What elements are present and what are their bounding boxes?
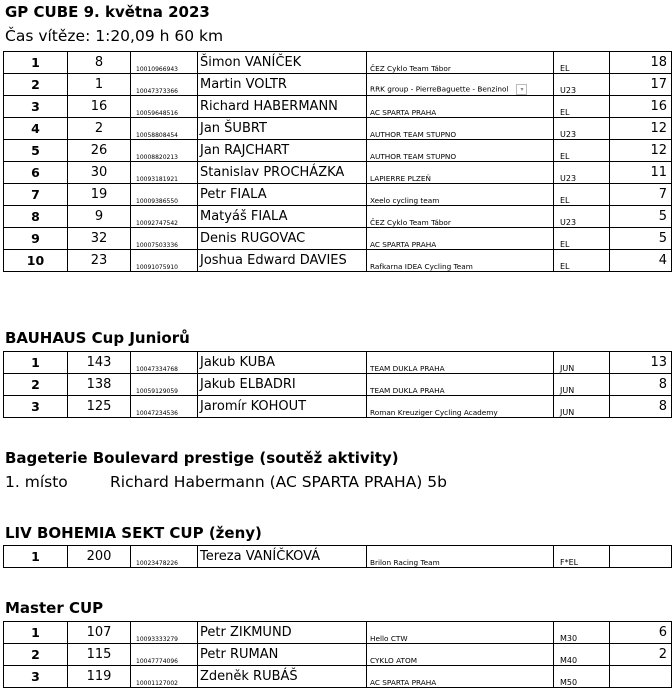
result-position-text: 3	[31, 99, 40, 114]
license-id-text: 10047234536	[136, 410, 178, 417]
bib-number-text: 19	[90, 187, 108, 202]
result-position-text: 1	[31, 355, 40, 370]
points	[610, 184, 672, 206]
table-row	[4, 140, 672, 162]
category	[554, 546, 610, 568]
license-id-text: 10023478226	[136, 560, 178, 567]
points	[610, 206, 672, 228]
result-position-text: 3	[31, 669, 40, 684]
result-position	[4, 666, 68, 688]
team-name	[367, 228, 554, 250]
table-row	[4, 374, 672, 396]
result-position-text: 1	[31, 549, 40, 564]
bib-number	[68, 228, 131, 250]
bib-number-text: 30	[90, 165, 108, 180]
category-text: U23	[560, 130, 577, 139]
team-name-text: Brilon Racing Team	[370, 558, 440, 567]
team-name	[367, 546, 554, 568]
team-name	[367, 396, 554, 418]
license-id	[131, 162, 198, 184]
points	[610, 546, 672, 568]
points-text: 8	[658, 399, 667, 414]
rider-name-text: Petr ZIKMUND	[200, 625, 292, 640]
rider-name-text: Denis RUGOVAC	[200, 231, 306, 246]
license-id-text: 10010966943	[136, 66, 178, 73]
rider-name	[198, 396, 367, 418]
result-position-text: 2	[31, 77, 40, 92]
category	[554, 118, 610, 140]
category-text: M30	[560, 634, 578, 643]
team-name	[367, 118, 554, 140]
women-title: LIV BOHEMIA SEKT CUP (ženy)	[5, 524, 262, 542]
results-table-women	[3, 545, 672, 568]
category	[554, 352, 610, 374]
category	[554, 228, 610, 250]
license-id-text: 10047373366	[136, 88, 178, 95]
result-position-text: 3	[31, 399, 40, 414]
points	[610, 96, 672, 118]
license-id-text: 10008820213	[136, 154, 178, 161]
result-position-text: 10	[26, 253, 45, 268]
category	[554, 52, 610, 74]
points-text: 11	[650, 165, 667, 180]
points-text: 16	[650, 99, 667, 114]
team-name	[367, 96, 554, 118]
rider-name-text: Richard HABERMANN	[200, 99, 338, 114]
rider-name	[198, 206, 367, 228]
category-text: U23	[560, 174, 577, 183]
team-name	[367, 206, 554, 228]
points	[610, 396, 672, 418]
team-name-text: AC SPARTA PRAHA	[370, 108, 437, 117]
prestige-place: 1. místo	[5, 473, 68, 491]
rider-name	[198, 162, 367, 184]
team-name	[367, 644, 554, 666]
result-position	[4, 352, 68, 374]
team-name	[367, 666, 554, 688]
rider-name	[198, 96, 367, 118]
category-text: EL	[560, 240, 570, 249]
category	[554, 644, 610, 666]
rider-name-text: Martin VOLTR	[200, 77, 287, 92]
team-name-text: AC SPARTA PRAHA	[370, 678, 437, 687]
license-id	[131, 52, 198, 74]
team-name-text: Rafkarna IDEA Cycling Team	[370, 262, 473, 271]
license-id-text: 10058808454	[136, 132, 178, 139]
category-text: EL	[560, 108, 570, 117]
license-id-text: 10047334768	[136, 366, 178, 373]
rider-name-text: Jan RAJCHART	[200, 143, 290, 158]
rider-name	[198, 184, 367, 206]
rider-name	[198, 250, 367, 272]
table-row	[4, 52, 672, 74]
category-text: M40	[560, 656, 578, 665]
rider-name-text: Šimon VANÍČEK	[200, 55, 302, 70]
rider-name-text: Jan ŠUBRT	[200, 121, 267, 136]
result-position-text: 4	[31, 121, 40, 136]
result-position	[4, 396, 68, 418]
table-row	[4, 184, 672, 206]
license-id-text: 10093333279	[136, 636, 178, 643]
result-position	[4, 74, 68, 96]
team-name-text: AUTHOR TEAM STUPNO	[370, 130, 457, 139]
category	[554, 184, 610, 206]
bib-number	[68, 74, 131, 96]
table-row	[4, 118, 672, 140]
category-text: M50	[560, 678, 578, 687]
table-row	[4, 228, 672, 250]
table-row	[4, 162, 672, 184]
bib-number	[68, 250, 131, 272]
category	[554, 162, 610, 184]
result-position-text: 9	[31, 231, 40, 246]
license-id-text: 10093181921	[136, 176, 178, 183]
table-row	[4, 666, 672, 688]
bib-number	[68, 622, 131, 644]
rider-name	[198, 140, 367, 162]
points-text: 5	[658, 209, 667, 224]
license-id	[131, 74, 198, 96]
points	[610, 250, 672, 272]
dropdown-arrow-icon[interactable]: ▾	[516, 84, 527, 95]
table-row	[4, 546, 672, 568]
points-text: 12	[650, 121, 667, 136]
category	[554, 250, 610, 272]
rider-name	[198, 74, 367, 96]
winner-time: Čas vítěze: 1:20,09 h 60 km	[5, 27, 224, 45]
points	[610, 666, 672, 688]
bib-number	[68, 184, 131, 206]
results-table-master	[3, 621, 672, 688]
points	[610, 374, 672, 396]
team-name	[367, 162, 554, 184]
license-id	[131, 228, 198, 250]
rider-name	[198, 644, 367, 666]
bib-number	[68, 96, 131, 118]
team-name	[367, 622, 554, 644]
license-id	[131, 644, 198, 666]
results-body	[4, 622, 672, 688]
rider-name	[198, 52, 367, 74]
prestige-winner: Richard Habermann (AC SPARTA PRAHA) 5b	[110, 473, 447, 491]
license-id-text: 10001127002	[136, 680, 178, 687]
rider-name-text: Tereza VANÍČKOVÁ	[200, 549, 321, 564]
team-name-text: ČEZ Cyklo Team Tábor	[370, 64, 451, 73]
license-id	[131, 206, 198, 228]
rider-name-text: Jaromír KOHOUT	[200, 399, 307, 414]
bib-number-text: 200	[86, 549, 112, 564]
points	[610, 228, 672, 250]
bib-number	[68, 352, 131, 374]
bib-number-text: 119	[86, 669, 112, 684]
results-table-main	[3, 51, 672, 272]
category	[554, 666, 610, 688]
license-id	[131, 374, 198, 396]
points-text: 18	[650, 55, 667, 70]
license-id	[131, 622, 198, 644]
rider-name	[198, 546, 367, 568]
rider-name-text: Joshua Edward DAVIES	[200, 253, 347, 268]
category-text: EL	[560, 262, 570, 271]
team-name-text: Hello CTW	[370, 634, 408, 643]
bib-number-text: 2	[94, 121, 104, 136]
result-position	[4, 140, 68, 162]
license-id	[131, 666, 198, 688]
team-name-text: ČEZ Cyklo Team Tábor	[370, 218, 451, 227]
team-name-text: Roman Kreuziger Cycling Academy	[370, 408, 498, 417]
team-name	[367, 374, 554, 396]
points-text: 7	[658, 187, 667, 202]
result-position	[4, 184, 68, 206]
bib-number-text: 107	[86, 625, 112, 640]
license-id	[131, 396, 198, 418]
bib-number-text: 8	[94, 55, 104, 70]
category-text: U23	[560, 218, 577, 227]
rider-name-text: Petr FIALA	[200, 187, 267, 202]
category-text: EL	[560, 152, 570, 161]
result-position	[4, 546, 68, 568]
category	[554, 74, 610, 96]
bib-number	[68, 644, 131, 666]
result-position-text: 6	[31, 165, 40, 180]
result-position	[4, 52, 68, 74]
rider-name-text: Zdeněk RUBÁŠ	[200, 669, 298, 684]
points	[610, 644, 672, 666]
points-text: 13	[650, 355, 667, 370]
results-body	[4, 352, 672, 418]
bib-number	[68, 140, 131, 162]
team-name	[367, 74, 554, 96]
rider-name	[198, 352, 367, 374]
rider-name-text: Stanislav PROCHÁZKA	[200, 165, 345, 180]
bib-number	[68, 206, 131, 228]
bib-number	[68, 374, 131, 396]
bib-number-text: 115	[86, 647, 112, 662]
bib-number-text: 1	[94, 77, 104, 92]
bib-number	[68, 52, 131, 74]
points	[610, 622, 672, 644]
result-position	[4, 622, 68, 644]
rider-name-text: Jakub ELBADRI	[200, 377, 296, 392]
team-name-text: AC SPARTA PRAHA	[370, 240, 437, 249]
table-row	[4, 352, 672, 374]
table-row	[4, 206, 672, 228]
team-name	[367, 184, 554, 206]
category-text: EL	[560, 64, 570, 73]
result-position-text: 7	[31, 187, 40, 202]
team-name-text: Xeelo cycling team	[370, 196, 440, 205]
results-table-juniors	[3, 351, 672, 418]
category-text: JUN	[560, 364, 575, 373]
results-body	[4, 546, 672, 568]
category	[554, 206, 610, 228]
rider-name	[198, 622, 367, 644]
results-body	[4, 52, 672, 272]
points	[610, 140, 672, 162]
table-row	[4, 396, 672, 418]
license-id	[131, 352, 198, 374]
result-position-text: 1	[31, 625, 40, 640]
points-text: 6	[658, 625, 667, 640]
license-id-text: 10047774096	[136, 658, 178, 665]
bib-number	[68, 546, 131, 568]
result-position	[4, 644, 68, 666]
result-position	[4, 250, 68, 272]
team-name	[367, 250, 554, 272]
bib-number-text: 138	[86, 377, 112, 392]
category	[554, 374, 610, 396]
rider-name	[198, 374, 367, 396]
rider-name	[198, 118, 367, 140]
category-text: EL	[560, 196, 570, 205]
category	[554, 396, 610, 418]
points-text: 2	[658, 647, 667, 662]
bib-number-text: 23	[90, 253, 108, 268]
points-text: 4	[658, 253, 667, 268]
result-position-text: 2	[31, 377, 40, 392]
points	[610, 74, 672, 96]
rider-name-text: Petr RUMAN	[200, 647, 279, 662]
rider-name-text: Jakub KUBA	[200, 355, 276, 370]
team-name-text: RRK group - PierreBaguette - Benzinol	[370, 84, 509, 94]
points-text: 5	[658, 231, 667, 246]
points-text: 17	[650, 77, 667, 92]
team-name-text: TEAM DUKLA PRAHA	[370, 364, 445, 373]
rider-name	[198, 666, 367, 688]
result-position	[4, 228, 68, 250]
table-row	[4, 644, 672, 666]
prestige-title: Bageterie Boulevard prestige (soutěž aktivity)	[5, 449, 399, 467]
license-id	[131, 96, 198, 118]
bib-number	[68, 396, 131, 418]
result-position-text: 1	[31, 55, 40, 70]
license-id-text: 10009386550	[136, 198, 178, 205]
table-row	[4, 96, 672, 118]
team-name	[367, 52, 554, 74]
category-text: JUN	[560, 386, 575, 395]
result-position	[4, 206, 68, 228]
license-id-text: 10059129059	[136, 388, 178, 395]
team-name-text: TEAM DUKLA PRAHA	[370, 386, 445, 395]
bib-number-text: 16	[90, 99, 108, 114]
license-id	[131, 546, 198, 568]
bib-number-text: 143	[86, 355, 112, 370]
master-title: Master CUP	[5, 599, 104, 617]
result-position	[4, 374, 68, 396]
category	[554, 140, 610, 162]
team-name-text: LAPIERRE PLZEŇ	[370, 174, 431, 183]
category-text: F*EL	[560, 558, 579, 567]
juniors-title: BAUHAUS Cup Juniorů	[5, 329, 190, 347]
category-text: U23	[560, 86, 577, 95]
points	[610, 352, 672, 374]
table-row	[4, 622, 672, 644]
race-title: GP CUBE 9. května 2023	[5, 3, 210, 21]
bib-number-text: 32	[90, 231, 108, 246]
result-position	[4, 96, 68, 118]
bib-number-text: 26	[90, 143, 108, 158]
category	[554, 622, 610, 644]
bib-number	[68, 162, 131, 184]
result-position-text: 5	[31, 143, 40, 158]
points-text: 8	[658, 377, 667, 392]
category-text: JUN	[560, 408, 575, 417]
result-position-text: 8	[31, 209, 40, 224]
table-row	[4, 250, 672, 272]
team-name-text: CYKLO ATOM	[370, 656, 417, 665]
license-id-text: 10091075910	[136, 264, 178, 271]
team-name	[367, 140, 554, 162]
license-id-text: 10092747542	[136, 220, 178, 227]
rider-name-text: Matyáš FIALA	[200, 209, 288, 224]
license-id	[131, 250, 198, 272]
license-id	[131, 184, 198, 206]
points	[610, 162, 672, 184]
team-name	[367, 352, 554, 374]
team-name-text: AUTHOR TEAM STUPNO	[370, 152, 457, 161]
result-position	[4, 118, 68, 140]
rider-name	[198, 228, 367, 250]
license-id	[131, 118, 198, 140]
license-id-text: 10007503336	[136, 242, 178, 249]
bib-number	[68, 666, 131, 688]
result-position	[4, 162, 68, 184]
points	[610, 52, 672, 74]
bib-number-text: 125	[86, 399, 112, 414]
license-id	[131, 140, 198, 162]
points-text: 12	[650, 143, 667, 158]
license-id-text: 10059648516	[136, 110, 178, 117]
bib-number-text: 9	[94, 209, 104, 224]
table-row	[4, 74, 672, 96]
bib-number	[68, 118, 131, 140]
result-position-text: 2	[31, 647, 40, 662]
category	[554, 96, 610, 118]
points	[610, 118, 672, 140]
